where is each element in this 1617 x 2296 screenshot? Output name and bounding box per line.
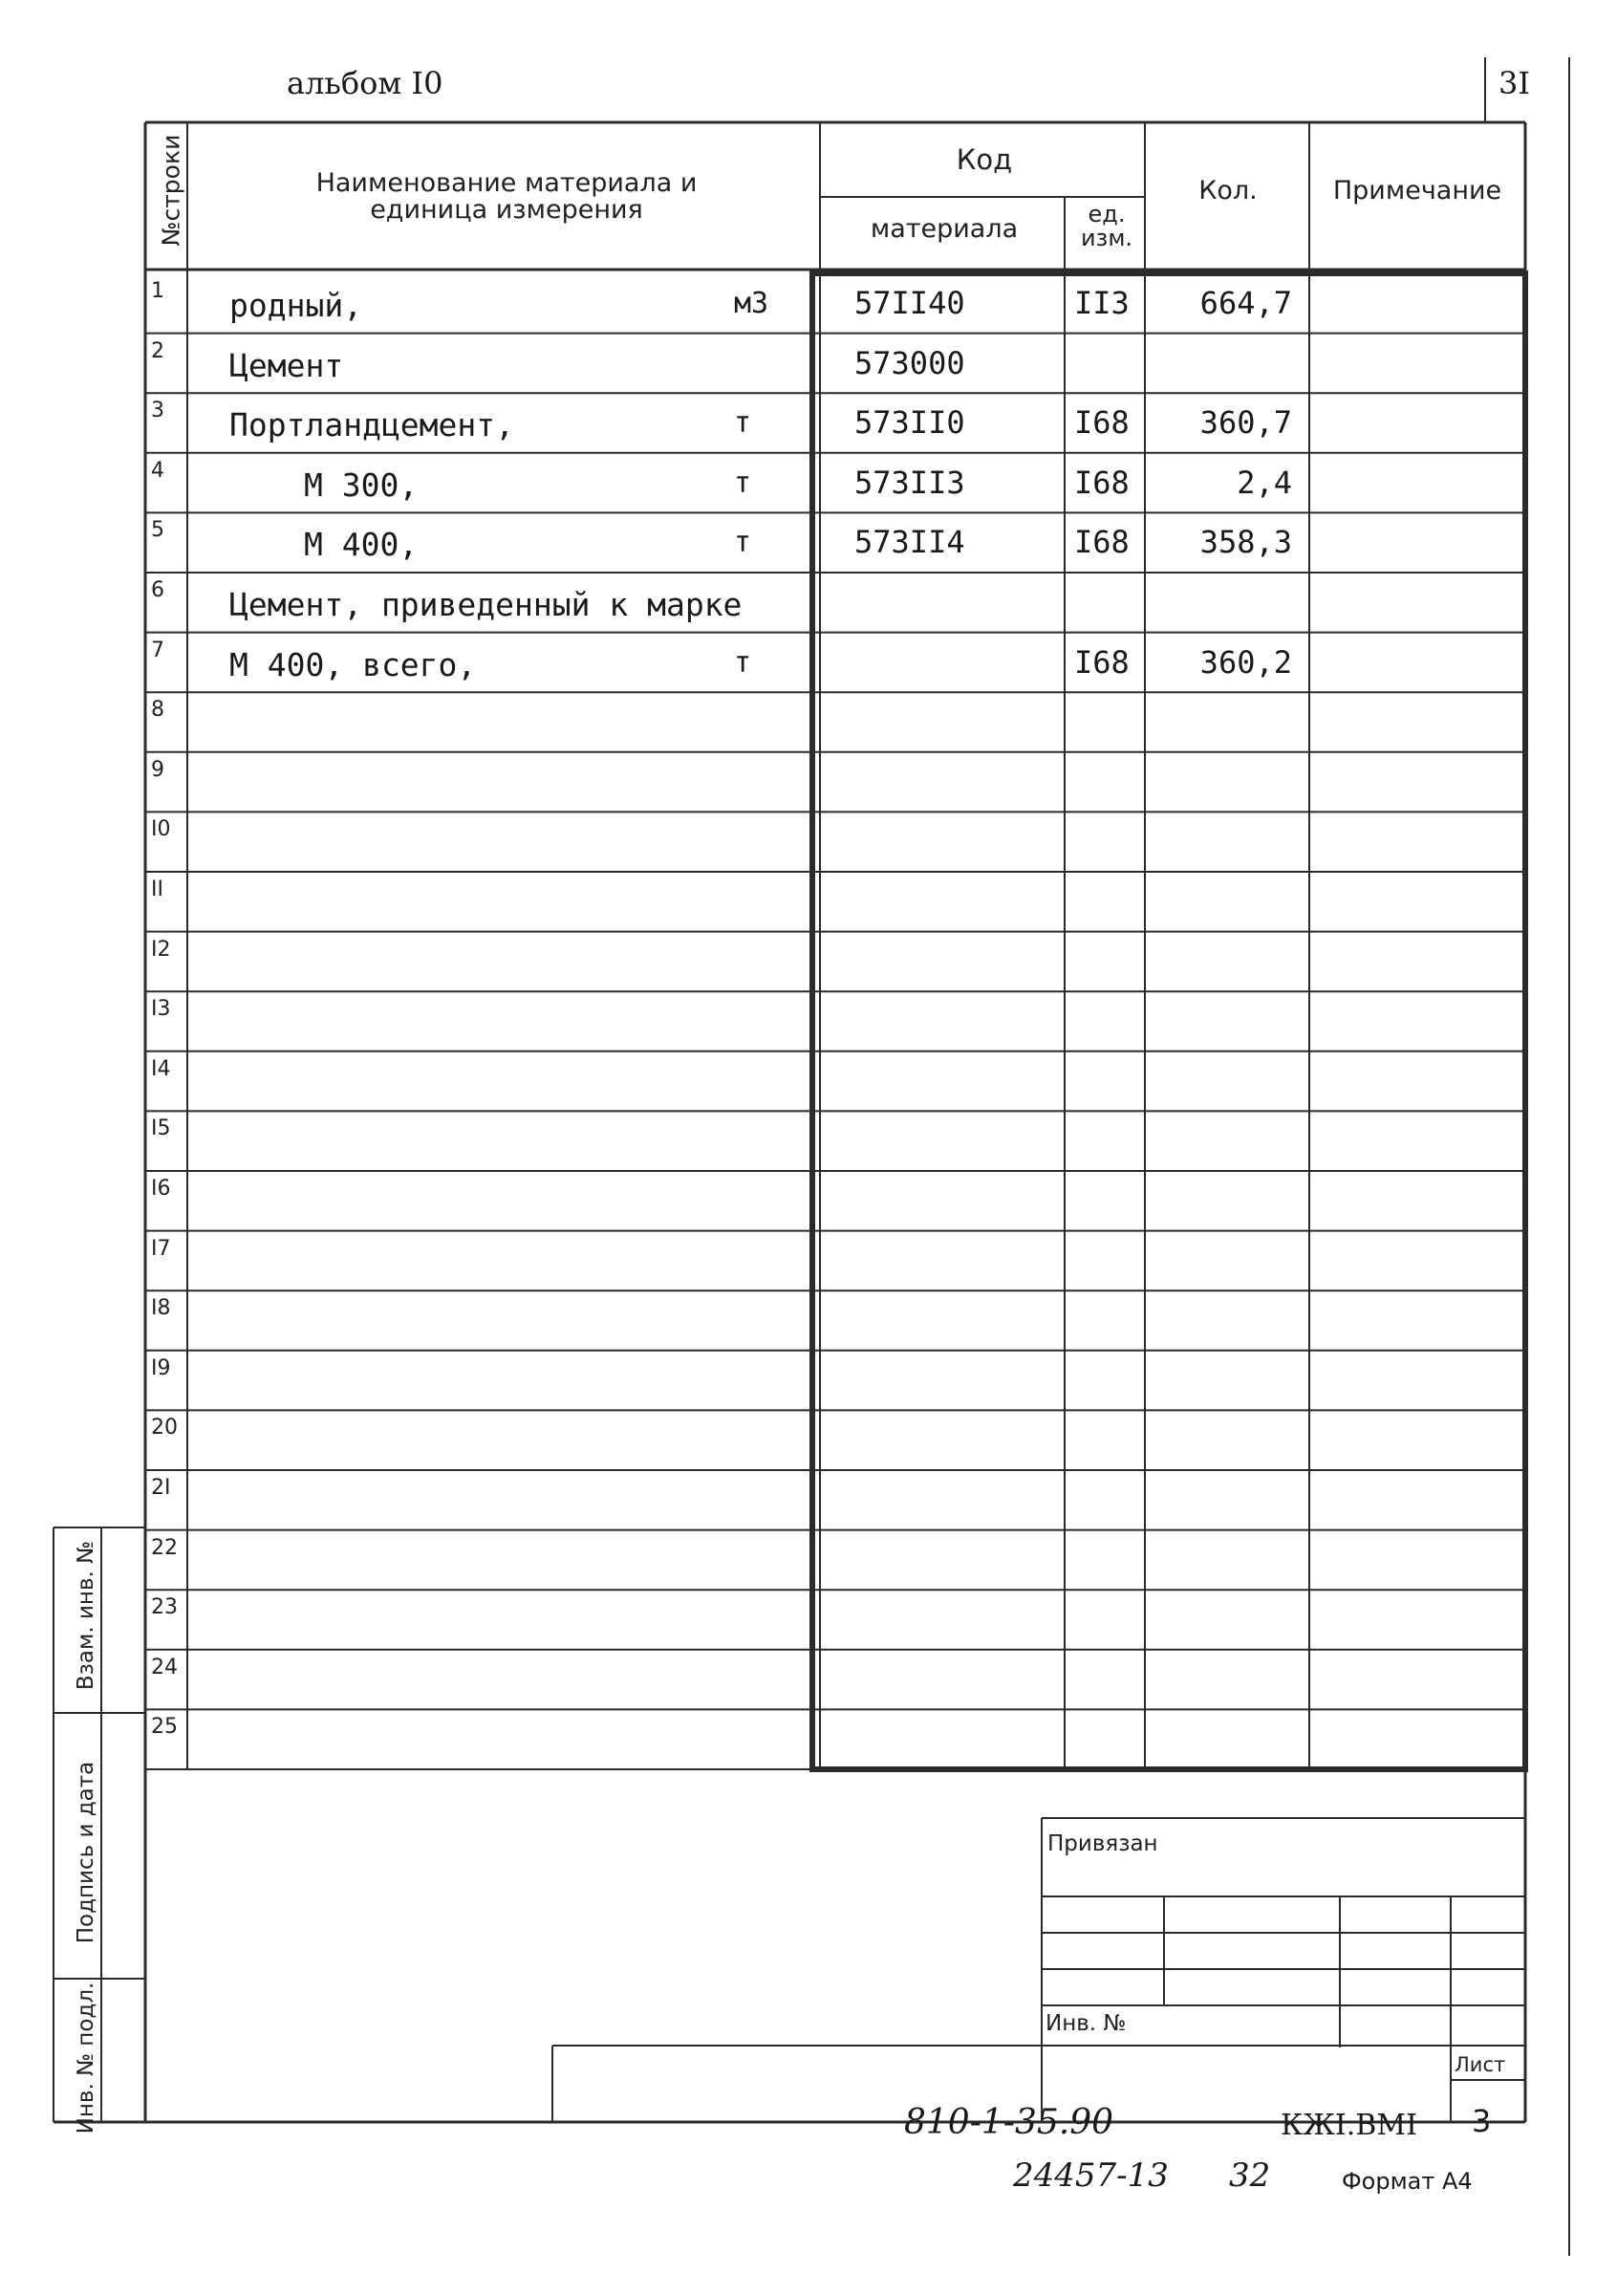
row-unit-code: I68 (1074, 524, 1130, 561)
row-number: I5 (151, 1116, 171, 1141)
row-number: 24 (151, 1655, 178, 1679)
row-number: 8 (151, 698, 164, 723)
header-unit: ед. изм. (1080, 201, 1133, 252)
row-material-name: родный, (229, 287, 363, 324)
row-unit-code: I68 (1074, 404, 1130, 442)
row-unit-text: т (734, 645, 752, 680)
row-number: I2 (151, 937, 171, 962)
row-number: II (151, 877, 163, 901)
row-quantity: 2,4 (1237, 464, 1292, 501)
row-unit-code: I68 (1074, 643, 1130, 681)
row-unit-text: т (734, 406, 752, 441)
header-name: Наименование материала и единица измерения (315, 168, 698, 226)
stamp-sheet-number: 3 (1472, 2103, 1492, 2139)
footer-page: 32 (1229, 2156, 1271, 2195)
header-code: Код (956, 143, 1013, 176)
stamp-doc-number: 810-1-35.90 (904, 2103, 1114, 2142)
row-number: 2I (151, 1476, 171, 1500)
stamp-privyazan: Привязан (1047, 1831, 1158, 1856)
footer-format: Формат А4 (1342, 2168, 1473, 2195)
stamp-list-label: Лист (1455, 2053, 1506, 2076)
album-title: альбом I0 (287, 65, 443, 101)
row-material-name: М 400, всего, (229, 645, 477, 683)
row-material-name: Цемент, приведенный к марке (229, 586, 743, 623)
row-unit-code: II3 (1074, 285, 1130, 321)
row-material-code: 573II3 (854, 464, 965, 501)
row-unit-code: I68 (1074, 464, 1130, 501)
header-material: материала (870, 214, 1019, 244)
row-quantity: 664,7 (1199, 285, 1292, 321)
row-number: 5 (151, 518, 164, 543)
row-material-code: 573II4 (854, 524, 965, 561)
row-material-name: Портландцемент, (229, 406, 515, 444)
row-number: I0 (151, 817, 171, 842)
row-quantity: 358,3 (1199, 524, 1292, 561)
row-number: 25 (151, 1715, 178, 1740)
row-number: 22 (151, 1535, 178, 1560)
header-row-no: №строки (157, 134, 185, 247)
row-unit-text: м3 (734, 287, 769, 320)
row-unit-text: т (734, 466, 752, 500)
row-number: I8 (151, 1296, 171, 1321)
page-number: 3I (1498, 65, 1530, 101)
row-number: I9 (151, 1355, 171, 1380)
row-number: I3 (151, 997, 171, 1022)
row-material-name: М 300, (304, 466, 419, 504)
row-number: 9 (151, 757, 164, 782)
row-number: 2 (151, 338, 164, 363)
row-material-code: 57II40 (854, 285, 965, 321)
footer-order: 24457-13 (1013, 2156, 1169, 2195)
row-material-code: 573000 (854, 344, 965, 381)
stamp-inv-no: Инв. № (1046, 2011, 1127, 2036)
stamp-doc-code: КЖI.ВМI (1281, 2109, 1417, 2142)
header-qty: Кол. (1198, 176, 1258, 206)
row-number: I4 (151, 1056, 171, 1081)
row-number: I7 (151, 1236, 171, 1261)
row-number: 6 (151, 578, 164, 602)
row-material-code: 573II0 (854, 404, 965, 442)
row-number: 7 (151, 638, 164, 662)
row-number: 1 (151, 279, 164, 303)
side-label-inv-podl: Инв. № подл. (74, 1982, 98, 2134)
row-material-name: М 400, (304, 526, 419, 564)
row-quantity: 360,2 (1199, 643, 1292, 681)
row-number: 23 (151, 1595, 178, 1620)
row-number: 3 (151, 399, 164, 423)
header-note: Примечание (1332, 176, 1502, 206)
side-label-vzam: Взам. инв. № (74, 1540, 98, 1691)
row-unit-text: т (734, 526, 752, 560)
side-label-podpis: Подпись и дата (74, 1761, 98, 1944)
row-number: 20 (151, 1416, 178, 1440)
row-material-name: Цемент (229, 346, 344, 384)
row-quantity: 360,7 (1199, 404, 1292, 442)
row-number: 4 (151, 458, 164, 483)
row-number: I6 (151, 1177, 171, 1201)
